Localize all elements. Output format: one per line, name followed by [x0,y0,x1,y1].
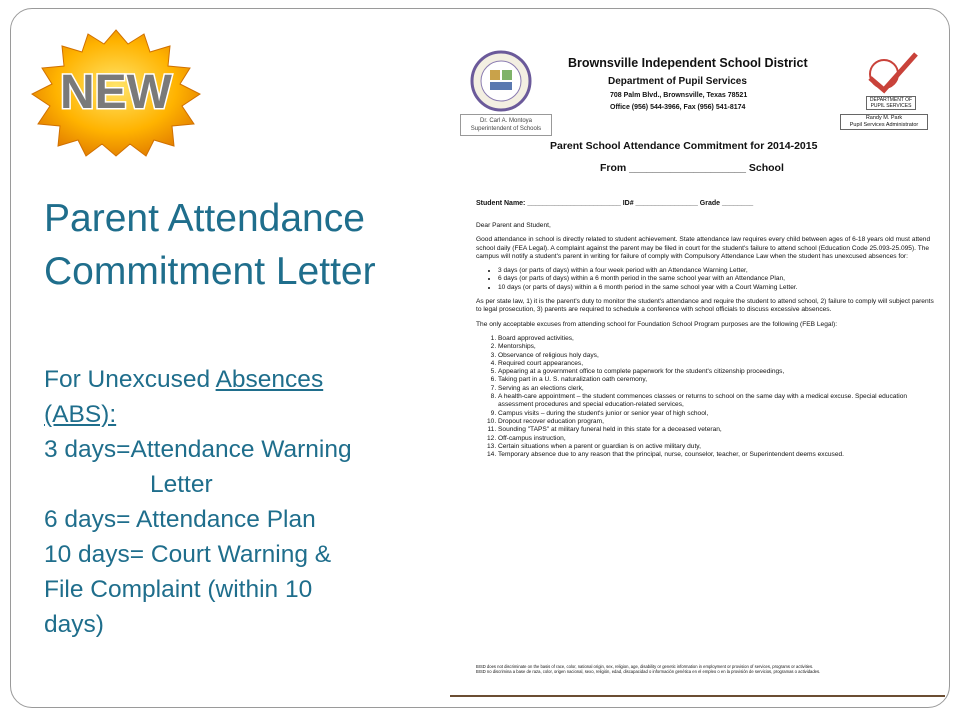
district-address: 708 Palm Blvd., Brownsville, Texas 78521 [610,92,748,99]
absence-bullets [476,267,938,292]
rule-10-days-end: days) [44,611,104,638]
excuse-item: 3. Observance of religious holy days, [498,352,938,360]
paragraph-2: As per state law, 1) it is the parent's duty to monitor the student's attendance and require the student to attend school, 2) failure to comply will subject parents to legal prosecution, 3) parents are required to schedule a conference with school officials to discuss excessive absences. [476,298,934,314]
administrator-box [840,114,928,130]
rules-intro: For Unexcused [44,366,216,393]
excuse-item: 6. Taking part in a U. S. naturalization oath ceremony, [498,376,938,384]
superintendent-title: Superintendent of Schools [470,126,542,132]
excuse-item: 4. Required court appearances, [498,360,938,368]
excuse-item: 12. Off-campus instruction, [498,435,938,443]
absence-rules [44,362,449,642]
bullet-item: • 3 days (or parts of days) within a four week period with an Attendance Warning Letter, [498,267,938,275]
superintendent-box [460,114,552,136]
letter-title: Parent School Attendance Commitment for 2014-2015 [550,140,818,152]
bullet-item: • 6 days (or parts of days) within a 6 month period in the same school year with an Attendance Plan, [498,275,938,283]
excuse-item: 10. Dropout recover education program, [498,418,938,426]
excuse-item: 7. Serving as an elections clerk, [498,385,938,393]
admin-name: Randy M. Park [865,115,903,121]
document-footer-rule [450,695,945,697]
district-seal-icon [470,50,532,112]
rule-3-days: 3 days=Attendance Warning [44,436,352,463]
excuse-item: 9. Campus visits – during the student's junior or senior year of high school, [498,410,938,418]
letter-body [476,222,938,459]
department-name: Department of Pupil Services [608,76,747,87]
title-line-1: Parent Attendance [44,197,365,240]
pupil-services-label: DEPARTMENT OF PUPIL SERVICES [866,96,916,110]
commitment-letter-image [448,40,944,696]
letter-from: From ____________________ School [600,162,784,174]
title-line-2: Commitment Letter [44,250,376,293]
excuse-item: 11. Sounding "TAPS" at military funeral held in this state for a deceased veteran, [498,426,938,434]
bullet-item: • 10 days (or parts of days) within a 6 month period in the same school year with a Court Warning Letter. [498,284,938,292]
paragraph-3: The only acceptable excuses from attending school for Foundation School Program purposes are the following (FEB Legal): [476,320,838,328]
pupil-services-logo-icon [860,48,920,98]
rule-3-days-cont: Letter [150,471,213,498]
footnote-spanish: BISD no discrimina a base de raza, color, origen nacional, sexo, religión, edad, discapacidad o información genética en el empleo o en la provisión de servicios, programas o actividades. [476,669,821,674]
greeting: Dear Parent and Student, [476,222,551,229]
footnote-english: BISD does not discriminate on the basis of race, color, national origin, sex, religion, age, disability or genetic information in employment or provision of services, programs or activities. [476,664,814,669]
excuse-item: 5. Appearing at a government office to complete paperwork for the student's citizenship proceedings, [498,368,938,376]
badge-label: NEW [60,66,172,119]
excuse-item: 1. Board approved activities, [498,335,938,343]
excuse-item: 14. Temporary absence due to any reason that the principal, nurse, counselor, teacher, or Superintendent deems excused. [498,451,938,459]
rules-abs: (ABS): [44,401,117,428]
district-phone: Office (956) 544-3966, Fax (956) 541-8174 [610,104,746,111]
student-fields: Student Name: ________________________ ID# ________________ Grade ________ [476,200,754,207]
excuse-item: 13. Certain situations when a parent or guardian is on active military duty, [498,443,938,451]
superintendent-name: Dr. Carl A. Montoya [479,118,533,124]
new-badge [28,28,204,158]
admin-title: Pupil Services Administrator [849,122,919,128]
rules-absences: Absences [215,366,324,393]
slide-title [44,192,444,298]
rule-6-days: 6 days= Attendance Plan [44,506,316,533]
rule-10-days-cont: File Complaint (within 10 [44,576,313,603]
nondiscrimination-notice [476,664,936,674]
excuse-item: 8. A health-care appointment – the student commences classes or returns to school on the same day with a medical excuse. Special education assessment procedures and special education-related services, [498,393,938,410]
district-name: Brownsville Independent School District [568,56,808,70]
excuses-list [476,335,938,459]
paragraph-1: Good attendance in school is directly related to student achievement. State attendance law requires every child between ages of 6-18 years old must attend school daily (FEA Legal). A complaint against the parent may be filed in court for the student's failure to attend school (Education Code 25.093-25.095). The campus will notify a student's parent in writing for failure of comply with Compulsory Attendance Law when the student has unexcused absences for: [476,236,931,260]
rule-10-days: 10 days= Court Warning & [44,541,332,568]
excuse-item: 2. Mentorships, [498,343,938,351]
